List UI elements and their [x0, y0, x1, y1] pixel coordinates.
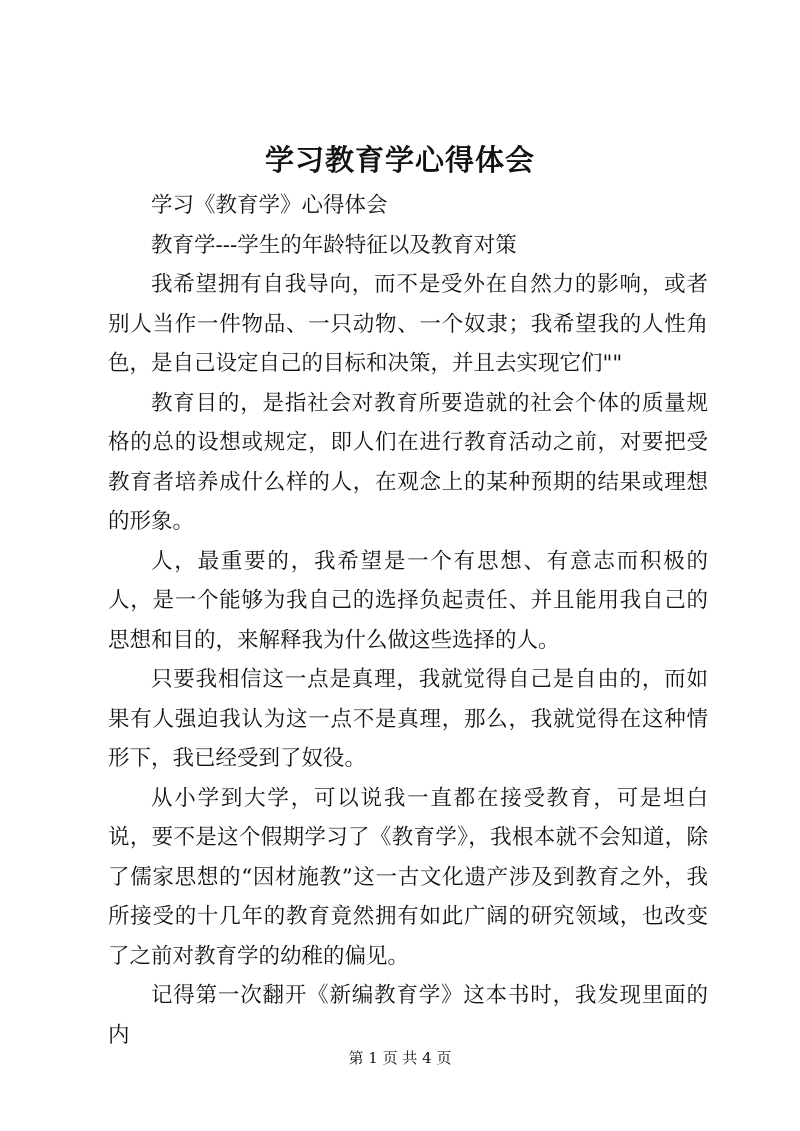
paragraph: 教育目的，是指社会对教育所要造就的社会个体的质量规格的总的设想或规定，即人们在进行教育活动之前，对要把受教育者培养成什么样的人，在观念上的某种预期的结果或理想的形象。 — [108, 390, 708, 534]
document-body — [108, 186, 708, 1055]
paragraph: 我希望拥有自我导向，而不是受外在自然力的影响，或者别人当作一件物品、一只动物、一个奴隶；我希望我的人性角色，是自己设定自己的目标和决策，并且去实现它们"" — [108, 272, 708, 376]
paragraph-topic: 教育学---学生的年龄特征以及教育对策 — [151, 232, 517, 258]
page-footer: 第 1 页 共 4 页 — [348, 1049, 452, 1067]
paragraph: 人，最重要的，我希望是一个有思想、有意志而积极的人，是一个能够为我自己的选择负起责任、并且能用我自己的思想和目的，来解释我为什么做这些选择的人。 — [108, 548, 708, 653]
document-title: 学习教育学心得体会 — [264, 143, 535, 177]
paragraph: 记得第一次翻开《新编教育学》这本书时，我发现里面的内 — [108, 983, 708, 1048]
paragraph: 只要我相信这一点是真理，我就觉得自己是自由的，而如果有人强迫我认为这一点不是真理，那么，我就觉得在这种情形下，我已经受到了奴役。 — [108, 667, 708, 771]
paragraph: 从小学到大学，可以说我一直都在接受教育，可是坦白说，要不是这个假期学习了《教育学》，我根本就不会知道，除了儒家思想的“因材施教”这一古文化遗产涉及到教育之外，我所接受的十几年的教育竟然拥有如此广阔的研究领域，也改变了之前对教育学的幼稚的偏见。 — [108, 785, 708, 969]
paragraph-subtitle: 学习《教育学》心得体会 — [151, 193, 388, 218]
